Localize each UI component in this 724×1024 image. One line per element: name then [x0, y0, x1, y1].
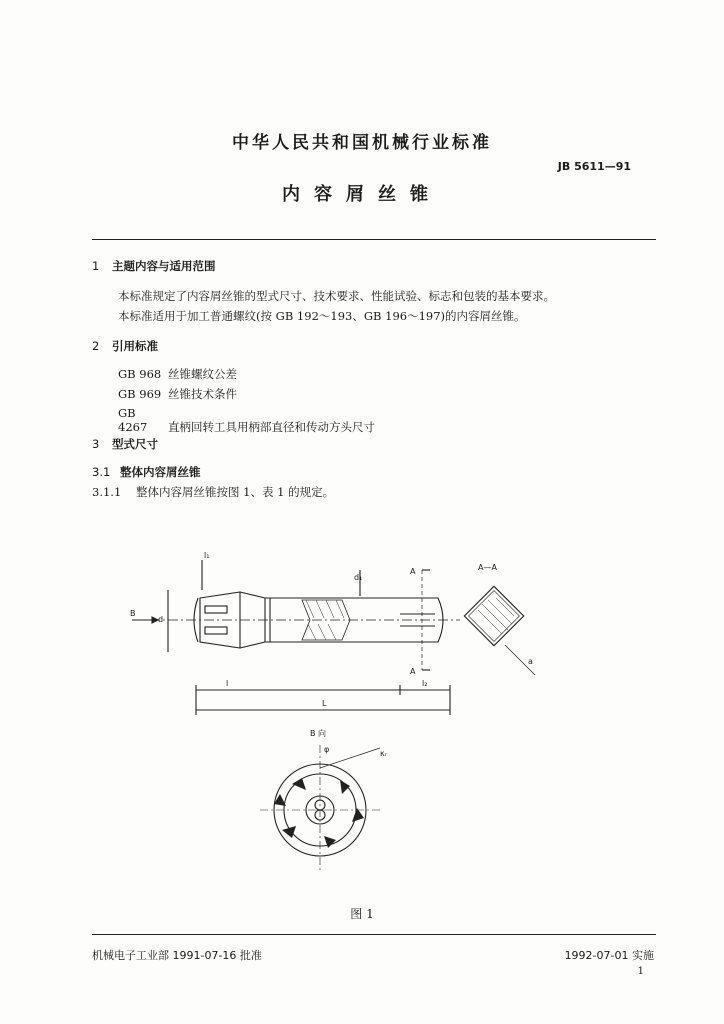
reference-code: GB 968 — [118, 367, 162, 381]
section-2-number: 2 — [92, 339, 100, 353]
standard-number: JB 5611—91 — [557, 160, 631, 173]
section-2-heading — [92, 338, 158, 354]
clause-3-1-1-number: 3.1.1 — [92, 485, 122, 499]
section-3-title: 型式尺寸 — [112, 437, 158, 451]
label-section-aa: A—A — [478, 563, 497, 572]
label-dim-kappa: κᵣ — [380, 749, 387, 758]
page-number: 1 — [637, 966, 644, 977]
section-1-title: 主题内容与适用范围 — [112, 259, 216, 273]
section-3-1-heading — [92, 464, 201, 480]
reference-title: 丝锥螺纹公差 — [168, 367, 237, 381]
label-dim-a: a — [528, 657, 533, 666]
approval-note: 机械电子工业部 1991-07-16 批准 — [92, 949, 262, 962]
figure-caption: 图 1 — [350, 907, 374, 921]
section-3-1-title: 整体内容屑丝锥 — [120, 465, 201, 479]
reference-code: GB 4267 — [118, 406, 148, 434]
section-3-1-number: 3.1 — [92, 465, 111, 479]
label-dim-phi: φ — [324, 745, 330, 754]
reference-code: GB 969 — [118, 387, 162, 401]
header-rule — [92, 239, 656, 240]
label-dim-total-length: L — [322, 699, 327, 708]
reference-item — [118, 386, 237, 402]
reference-item — [118, 406, 375, 435]
reference-item — [118, 366, 237, 382]
clause-3-1-1-text: 整体内容屑丝锥按图 1、表 1 的规定。 — [136, 485, 335, 499]
reference-title: 丝锥技术条件 — [168, 387, 237, 401]
tap-drawing — [110, 540, 570, 890]
label-dim-l: l — [226, 679, 229, 688]
document-title: 内容屑丝锥 — [282, 184, 442, 205]
label-dim-l2: l₂ — [422, 679, 428, 688]
section-1-paragraph-1: 本标准规定了内容屑丝锥的型式尺寸、技术要求、性能试验、标志和包装的基本要求。 — [118, 289, 555, 303]
standard-category-title: 中华人民共和国机械行业标准 — [232, 133, 492, 153]
section-1-heading — [92, 258, 216, 274]
label-section-a-bottom: A — [410, 667, 416, 676]
effective-date-note: 1992-07-01 实施 — [564, 949, 654, 962]
footer-rule — [92, 934, 656, 935]
section-3-heading — [92, 436, 158, 452]
label-dim-d: d — [158, 615, 164, 624]
clause-3-1-1 — [92, 484, 334, 500]
label-dim-d1: d₁ — [354, 573, 363, 582]
section-1-number: 1 — [92, 259, 100, 273]
reference-title: 直柄回转工具用柄部直径和传动方头尺寸 — [168, 420, 375, 434]
section-3-number: 3 — [92, 437, 100, 451]
section-2-title: 引用标准 — [112, 339, 158, 353]
label-dim-l1: l₁ — [204, 551, 210, 560]
label-b-arrow: B — [130, 609, 136, 618]
label-view-b: B 向 — [310, 729, 327, 738]
section-1-paragraph-2: 本标准适用于加工普通螺纹(按 GB 192～193、GB 196～197)的内容屑丝锥。 — [118, 309, 526, 323]
label-section-a-top: A — [410, 567, 416, 576]
